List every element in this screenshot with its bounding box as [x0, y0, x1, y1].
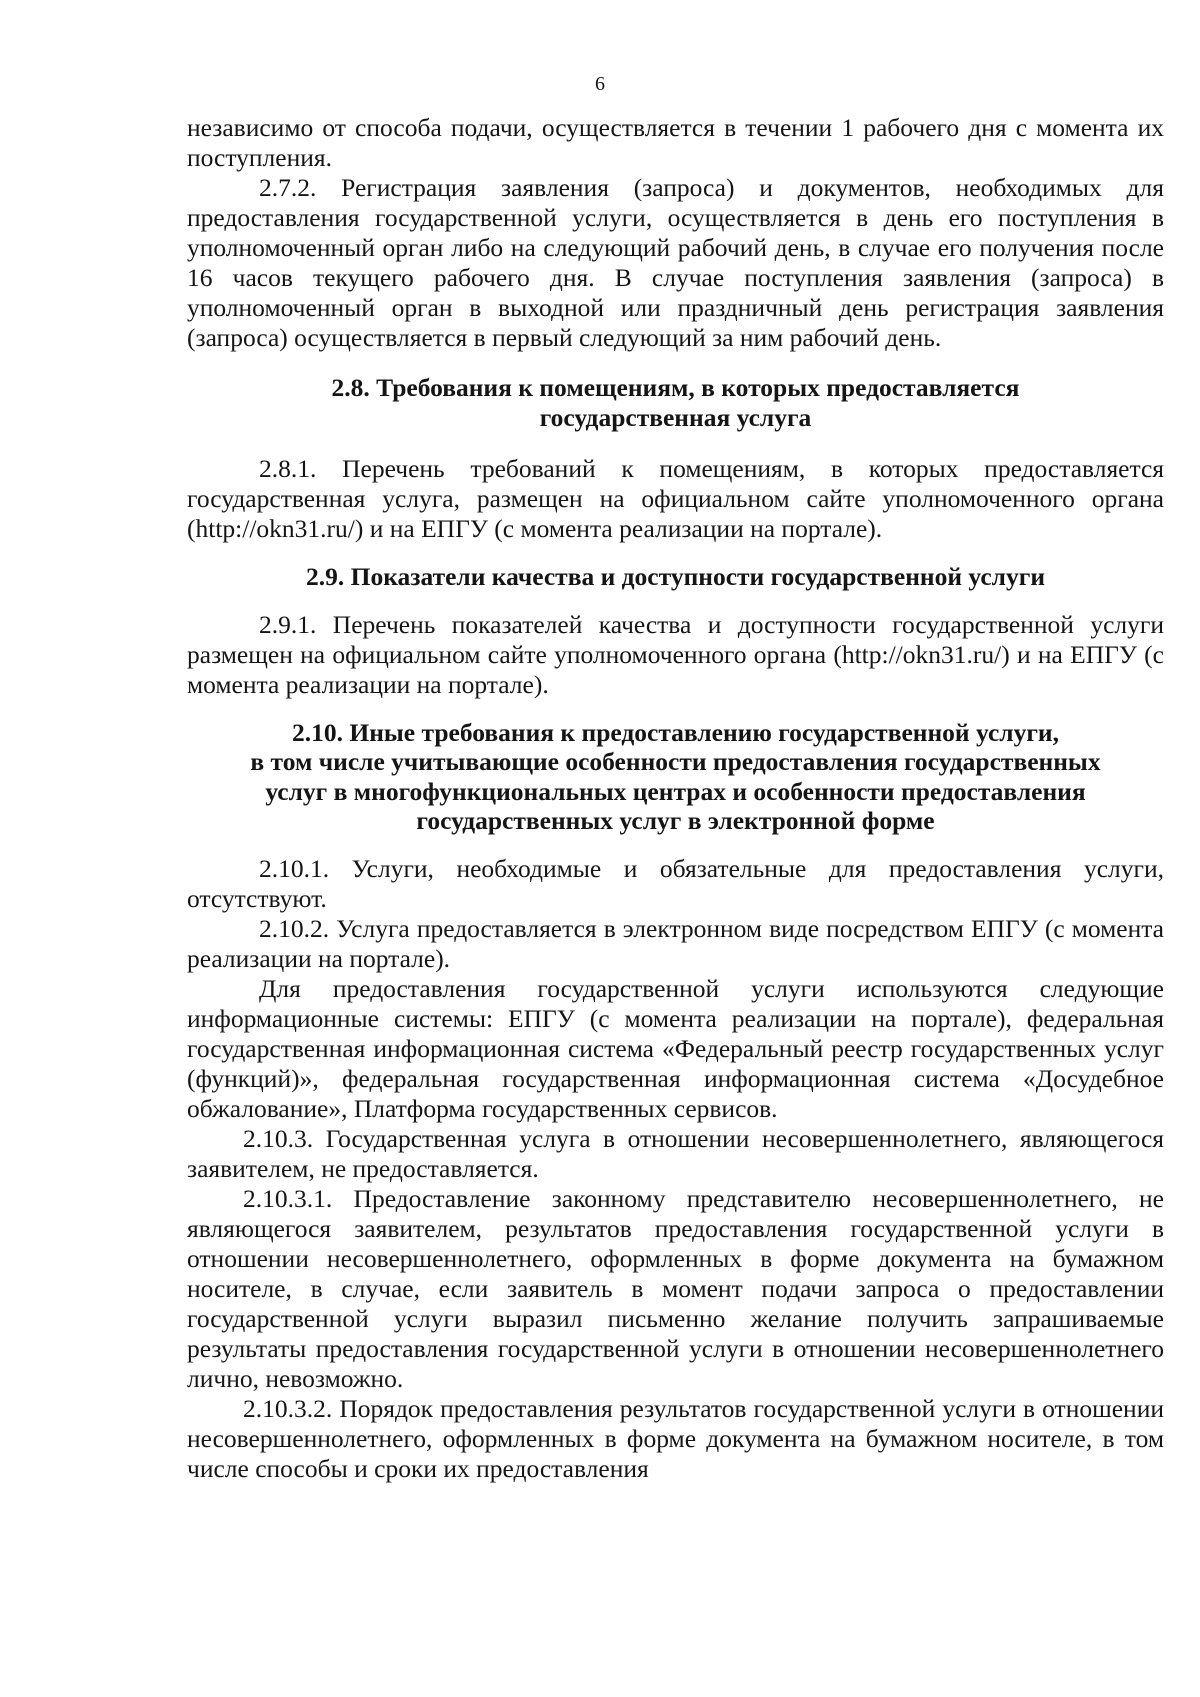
heading-2-10-line2: в том числе учитывающие особенности предоставления государственных	[250, 747, 1101, 776]
heading-2-10-line4: государственных услуг в электронной форме	[416, 806, 935, 835]
heading-2-8-line2: государственная услуга	[539, 402, 812, 432]
paragraph-2-8-1: 2.8.1. Перечень требований к помещениям, в которых предоставляется государственная услуга, размещен на официальном сайте уполномоченного органа (http://okn31.ru/) и на ЕПГУ (с момента реализации на портале).	[187, 454, 1164, 543]
document-body	[187, 113, 1164, 1484]
heading-2-8-line1: 2.8. Требования к помещениям, в которых предоставляется	[331, 373, 1020, 402]
heading-2-8	[187, 373, 1164, 432]
heading-2-9: 2.9. Показатели качества и доступности государственной услуги	[305, 562, 1046, 591]
paragraph-2-7-2: 2.7.2. Регистрация заявления (запроса) и документов, необходимых для предоставления государственной услуги, осуществляется в день его поступления в уполномоченный орган либо на следующий рабочий день, в случае его получения после 16 часов текущего рабочего дня. В случае поступления заявления (запроса) в уполномоченный орган в выходной или праздничный день регистрация заявления (запроса) осуществляется в первый следующий за ним рабочий день.	[187, 173, 1164, 352]
paragraph-2-10-3-1: 2.10.3.1. Предоставление законному представителю несовершеннолетнего, не являющегося заявителем, результатов предоставления государственной услуги в отношении несовершеннолетнего, оформленных в форме документа на бумажном носителе, в случае, если заявитель в момент подачи запроса о предоставлении государственной услуги выразил письменно желание получить запрашиваемые результаты предоставления государственной услуги в отношении несовершеннолетнего лично, невозможно.	[187, 1183, 1164, 1393]
paragraph-2-10-3: 2.10.3. Государственная услуга в отношении несовершеннолетнего, являющегося заявителем, не предоставляется.	[187, 1123, 1164, 1183]
page-number: 6	[595, 73, 605, 95]
paragraph-2-10-2: 2.10.2. Услуга предоставляется в электронном виде посредством ЕПГУ (с момента реализации на портале).	[187, 913, 1164, 973]
heading-2-10	[187, 718, 1164, 836]
paragraph-information-systems: Для предоставления государственной услуги используются следующие информационные системы: ЕПГУ (с момента реализации на портале), федеральная государственная информационная система «Федеральный реестр государственных услуг (функций)», федеральная государственная информационная система «Досудебное обжалование», Платформа государственных сервисов.	[187, 973, 1164, 1123]
paragraph-2-10-3-2: 2.10.3.2. Порядок предоставления результатов государственной услуги в отношении несовершеннолетнего, оформленных в форме документа на бумажном носителе, в том числе способы и сроки их предоставления	[187, 1393, 1164, 1483]
paragraph-2-9-1: 2.9.1. Перечень показателей качества и доступности государственной услуги размещен на официальном сайте уполномоченного органа (http://okn31.ru/) и на ЕПГУ (с момента реализации на портале).	[187, 609, 1164, 699]
paragraph-intro: независимо от способа подачи, осуществляется в течении 1 рабочего дня с момента их поступления.	[187, 113, 1164, 172]
heading-2-10-line3: услуг в многофункциональных центрах и особенности предоставления	[265, 776, 1086, 806]
paragraph-2-10-1: 2.10.1. Услуги, необходимые и обязательные для предоставления услуги, отсутствуют.	[187, 853, 1164, 913]
heading-2-10-line1: 2.10. Иные требования к предоставлению государственной услуги,	[291, 717, 1059, 747]
